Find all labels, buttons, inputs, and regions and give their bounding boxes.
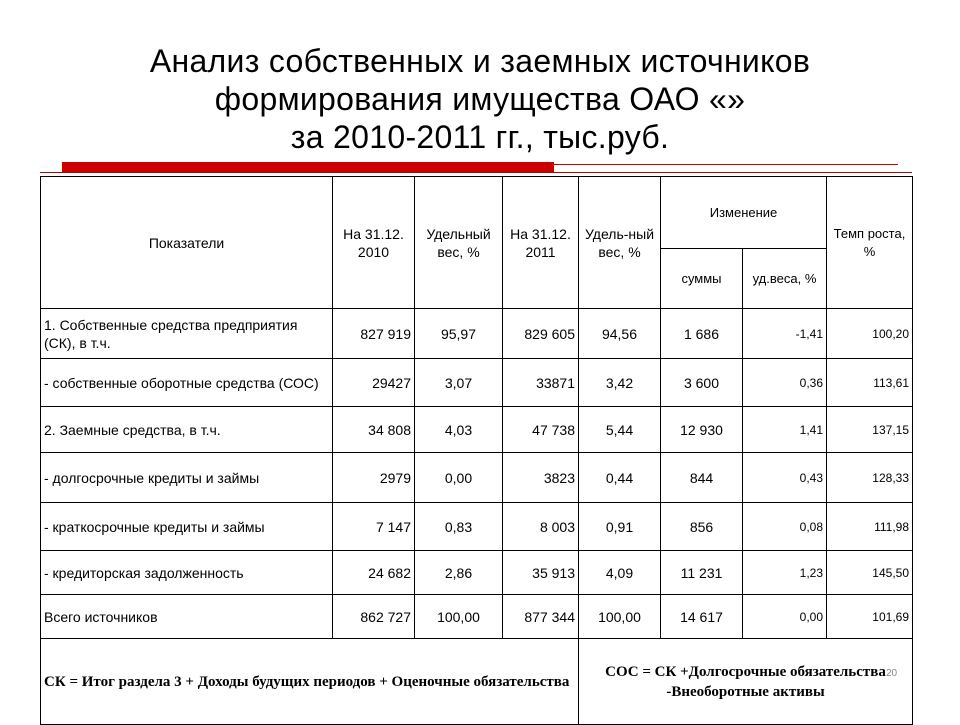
share-2010: 3,07 — [415, 359, 503, 407]
header-share-2011: Удель-ный вес, % — [579, 177, 661, 309]
growth-rate: 101,69 — [827, 595, 913, 639]
row-label: - долгосрочные кредиты и займы — [41, 453, 333, 503]
value-2010: 34 808 — [333, 407, 415, 453]
table-row — [41, 551, 913, 595]
growth-rate: 111,98 — [827, 503, 913, 551]
growth-rate: 137,15 — [827, 407, 913, 453]
value-2010: 862 727 — [333, 595, 415, 639]
title-line-1: Анализ собственных и заемных источников — [149, 43, 811, 79]
change-sum: 1 686 — [661, 309, 743, 359]
share-2010: 100,00 — [415, 595, 503, 639]
value-2010: 2979 — [333, 453, 415, 503]
change-share: 0,36 — [743, 359, 827, 407]
change-share: 1,41 — [743, 407, 827, 453]
slide-title — [0, 42, 960, 156]
value-2011: 35 913 — [503, 551, 579, 595]
value-2011: 829 605 — [503, 309, 579, 359]
row-label: - собственные оборотные средства (СОС) — [41, 359, 333, 407]
table-row — [41, 453, 913, 503]
change-sum: 3 600 — [661, 359, 743, 407]
header-on-2010: На 31.12. 2010 — [333, 177, 415, 309]
table-row-total — [41, 595, 913, 639]
header-change-share: уд.веса, % — [743, 249, 827, 309]
change-sum: 844 — [661, 453, 743, 503]
change-share: -1,41 — [743, 309, 827, 359]
table-row — [41, 359, 913, 407]
change-sum: 856 — [661, 503, 743, 551]
value-2011: 33871 — [503, 359, 579, 407]
share-2011: 0,44 — [579, 453, 661, 503]
growth-rate: 128,33 — [827, 453, 913, 503]
value-2010: 827 919 — [333, 309, 415, 359]
value-2010: 24 682 — [333, 551, 415, 595]
header-change-sum: суммы — [661, 249, 743, 309]
row-label: - кредиторская задолженность — [41, 551, 333, 595]
formula-sos: СОС = СК +Долгосрочные обязательства -Внеоборотные активы — [579, 639, 913, 725]
change-sum: 11 231 — [661, 551, 743, 595]
share-2011: 100,00 — [579, 595, 661, 639]
change-sum: 14 617 — [661, 595, 743, 639]
growth-rate: 100,20 — [827, 309, 913, 359]
row-label: - краткосрочные кредиты и займы — [41, 503, 333, 551]
title-line-3: за 2010-2011 гг., тыс.руб. — [290, 119, 670, 155]
share-2011: 94,56 — [579, 309, 661, 359]
row-label: Всего источников — [41, 595, 333, 639]
row-label: 1. Собственные средства предприятия (СК), в т.ч. — [41, 309, 333, 359]
header-share-2010: Удельный вес, % — [415, 177, 503, 309]
change-share: 0,08 — [743, 503, 827, 551]
value-2011: 877 344 — [503, 595, 579, 639]
share-2011: 5,44 — [579, 407, 661, 453]
value-2011: 8 003 — [503, 503, 579, 551]
table-row — [41, 503, 913, 551]
header-change: Изменение — [661, 177, 827, 249]
share-2010: 0,00 — [415, 453, 503, 503]
growth-rate: 145,50 — [827, 551, 913, 595]
share-2010: 0,83 — [415, 503, 503, 551]
growth-rate: 113,61 — [827, 359, 913, 407]
accent-bar-thin — [40, 172, 912, 173]
header-on-2011: На 31.12. 2011 — [503, 177, 579, 309]
table-row — [41, 407, 913, 453]
header-growth: Темп роста, % — [827, 177, 913, 309]
share-2010: 95,97 — [415, 309, 503, 359]
change-share: 0,00 — [743, 595, 827, 639]
formula-sk: СК = Итог раздела 3 + Доходы будущих периодов + Оценочные обязательства — [41, 639, 579, 725]
sources-table — [40, 176, 913, 725]
value-2010: 7 147 — [333, 503, 415, 551]
share-2010: 2,86 — [415, 551, 503, 595]
value-2010: 29427 — [333, 359, 415, 407]
row-label: 2. Заемные средства, в т.ч. — [41, 407, 333, 453]
change-share: 0,43 — [743, 453, 827, 503]
share-2011: 3,42 — [579, 359, 661, 407]
header-indicators: Показатели — [41, 177, 333, 309]
share-2011: 0,91 — [579, 503, 661, 551]
value-2011: 3823 — [503, 453, 579, 503]
accent-bar-line — [554, 164, 898, 165]
accent-bar-thick — [62, 162, 554, 172]
table-row — [41, 309, 913, 359]
change-share: 1,23 — [743, 551, 827, 595]
share-2010: 4,03 — [415, 407, 503, 453]
share-2011: 4,09 — [579, 551, 661, 595]
change-sum: 12 930 — [661, 407, 743, 453]
value-2011: 47 738 — [503, 407, 579, 453]
title-line-2: формирования имущества ОАО «» — [214, 81, 746, 117]
page-number: 20 — [886, 668, 898, 679]
